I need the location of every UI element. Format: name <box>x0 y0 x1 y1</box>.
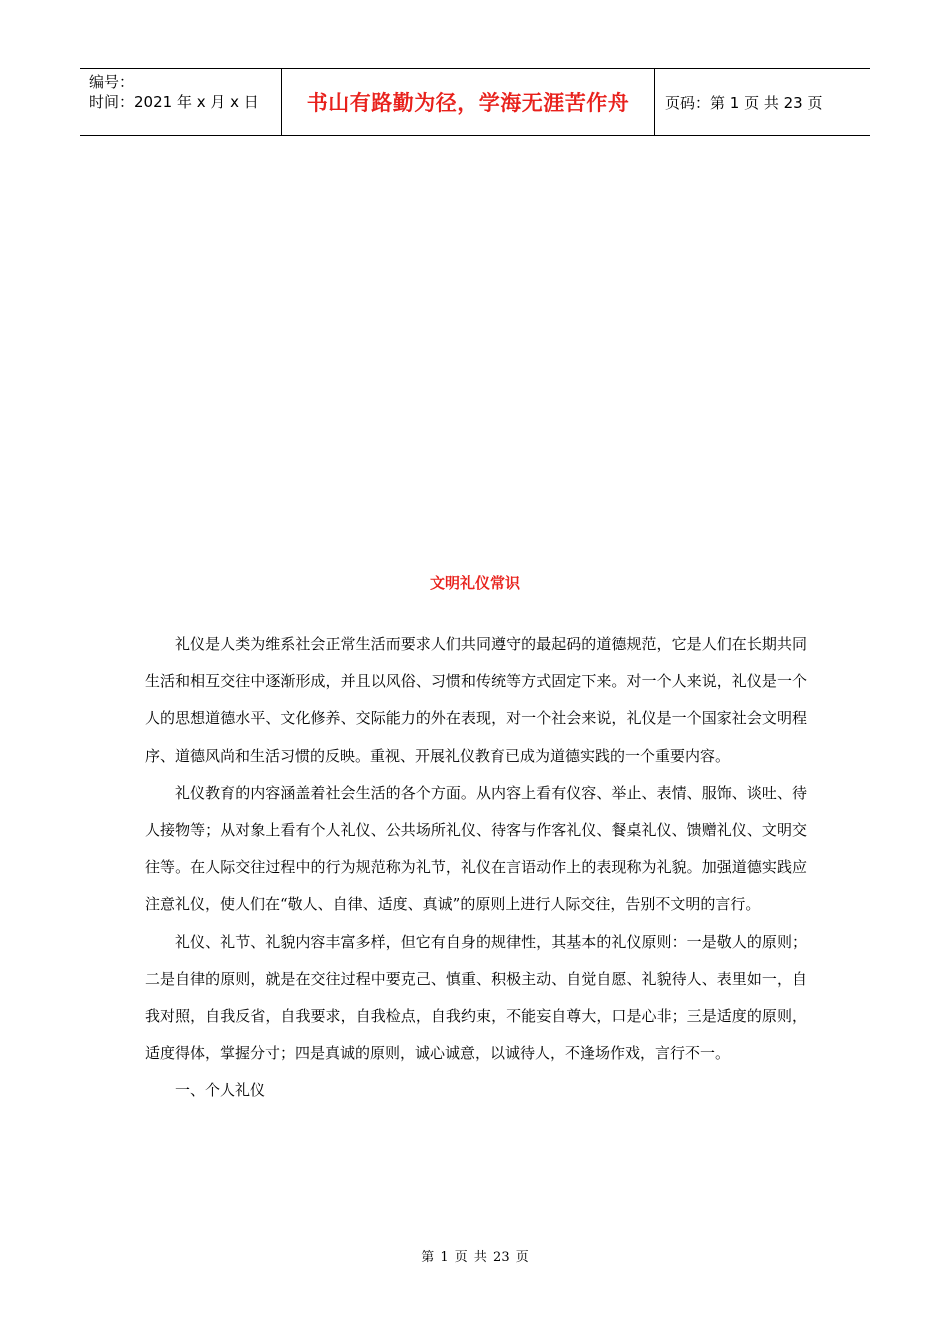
paragraph: 礼仪、礼节、礼貌内容丰富多样，但它有自身的规律性，其基本的礼仪原则：一是敬人的原则；二是自律的原则，就是在交往过程中要克己、慎重、积极主动、自觉自愿、礼貌待人、表里如一，自我对照，自我反省，自我要求，自我检点，自我约束，不能妄自尊大，口是心非；三是适度的原则，适度得体，掌握分寸；四是真诚的原则，诚心诚意，以诚待人，不逢场作戏，言行不一。 <box>145 932 807 1063</box>
section-heading: 一、个人礼仪 <box>175 1081 266 1100</box>
paragraph: 礼仪教育的内容涵盖着社会生活的各个方面。从内容上看有仪容、举止、表情、服饰、谈吐、待人接物等；从对象上看有个人礼仪、公共场所礼仪、待客与作客礼仪、餐桌礼仪、馈赠礼仪、文明交往等。在人际交往过程中的行为规范称为礼节，礼仪在言语动作上的表现称为礼貌。加强道德实践应注意礼仪，使人们在“敬人、自律、适度、真诚”的原则上进行人际交往，告别不文明的言行。 <box>145 783 807 914</box>
document-title: 文明礼仪常识 <box>429 574 520 592</box>
header-motto: 书山有路勤为径，学海无涯苦作舟 <box>282 69 655 135</box>
page-footer: 第 1 页 共 23 页 <box>421 1250 529 1265</box>
document-date-label: 时间：2021 年 x 月 x 日 <box>89 93 259 111</box>
paragraph: 礼仪是人类为维系社会正常生活而要求人们共同遵守的最起码的道德规范，它是人们在长期共同生活和相互交往中逐渐形成，并且以风俗、习惯和传统等方式固定下来。对一个人来说，礼仪是一个人的思想道德水平、文化修养、交际能力的外在表现，对一个社会来说，礼仪是一个国家社会文明程序、道德风尚和生活习惯的反映。重视、开展礼仪教育已成为道德实践的一个重要内容。 <box>145 635 807 765</box>
document-number-label: 编号： <box>89 73 135 91</box>
header-meta <box>80 69 282 135</box>
page-header <box>80 68 870 136</box>
document-body <box>145 626 807 1110</box>
header-page-info: 页码：第 1 页 共 23 页 <box>665 93 823 112</box>
